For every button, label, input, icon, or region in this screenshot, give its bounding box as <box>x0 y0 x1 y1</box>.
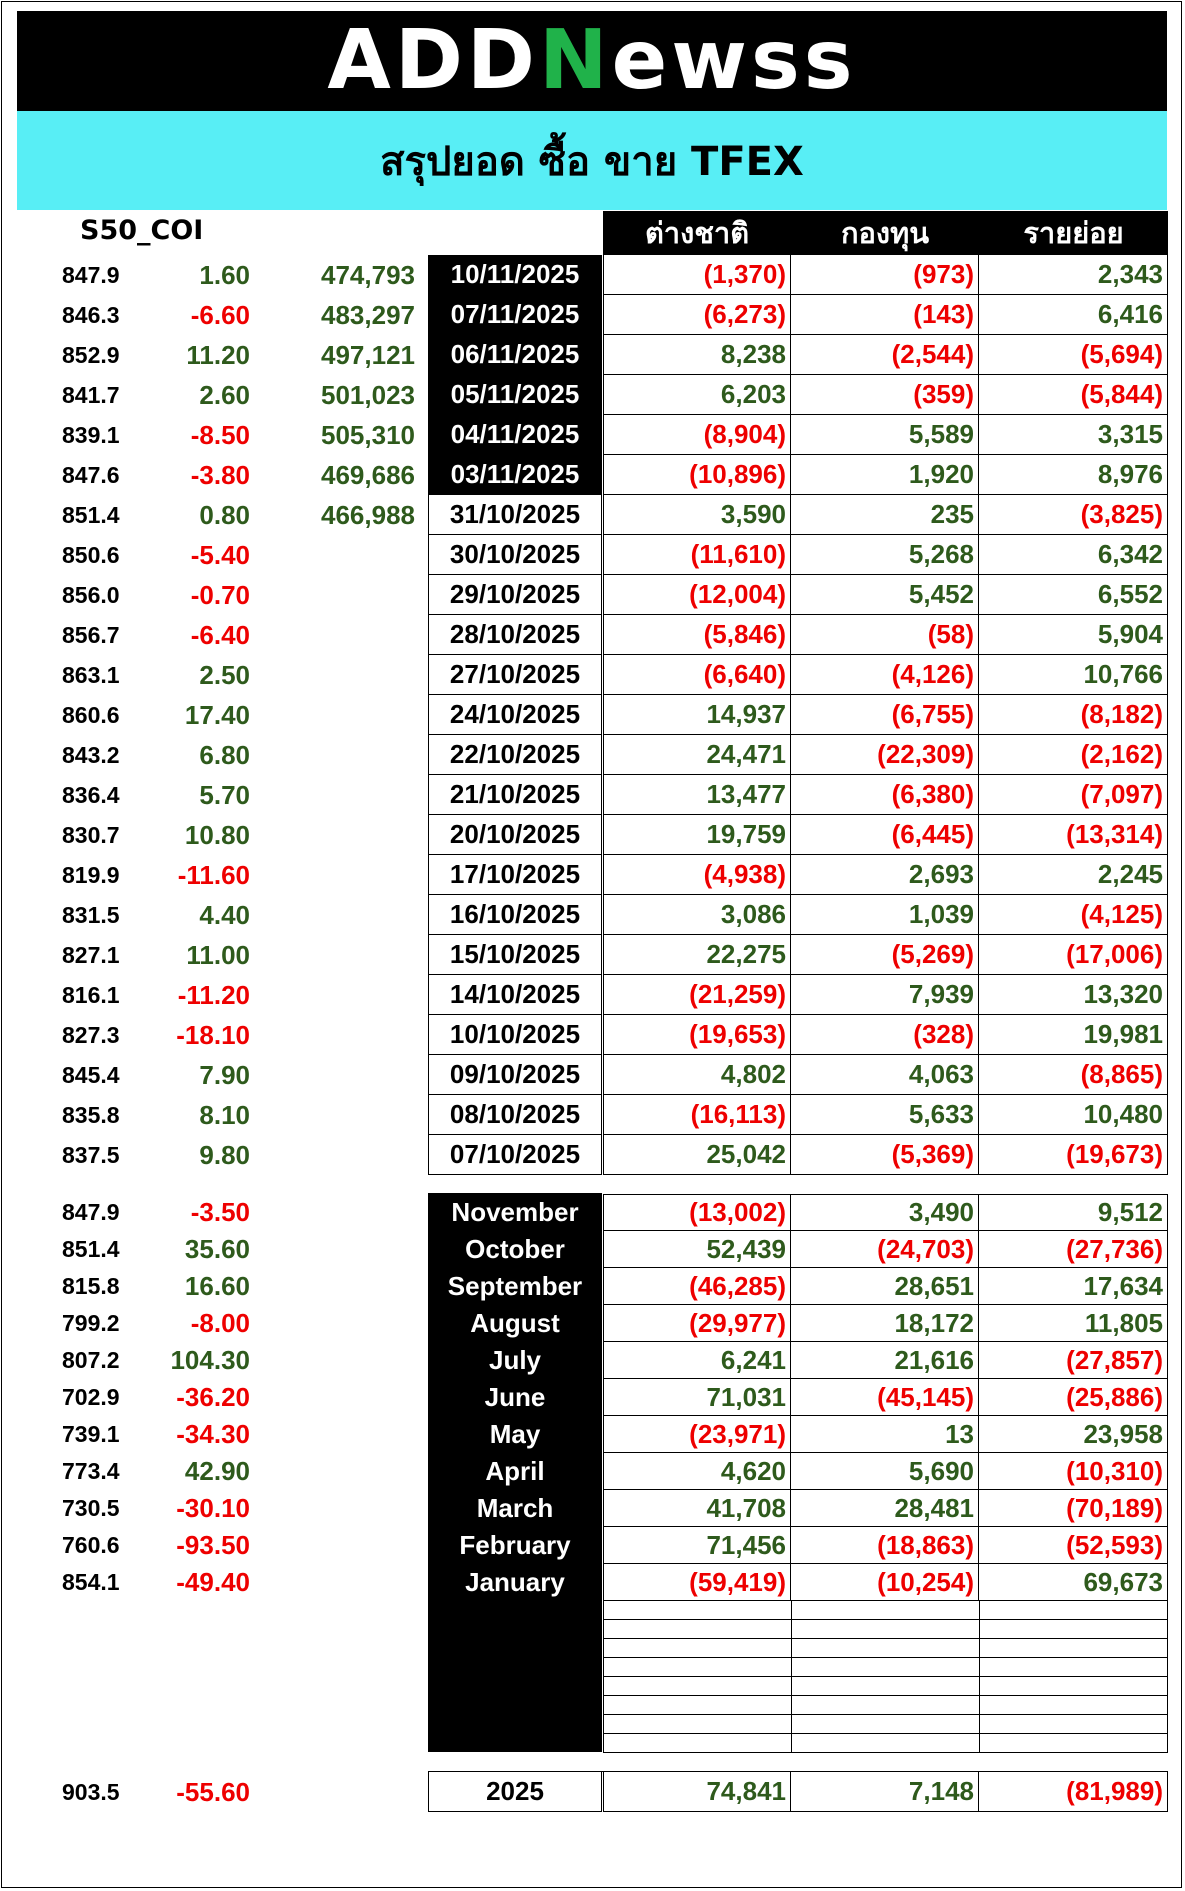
fund-net: 2,693 <box>791 855 979 895</box>
index-value: 846.3 <box>62 301 120 328</box>
open-interest <box>285 895 415 935</box>
foreign-net: (5,846) <box>603 615 791 655</box>
fund-net: 4,063 <box>791 1055 979 1095</box>
fund-net: 7,939 <box>791 975 979 1015</box>
date-cell: 20/10/2025 <box>428 815 602 855</box>
retail-net: 11,805 <box>979 1305 1168 1342</box>
table-row <box>0 295 1185 335</box>
fund-net: 235 <box>791 495 979 535</box>
empty-table-row <box>603 1620 1168 1639</box>
index-value: 816.1 <box>62 981 120 1008</box>
retail-net: (25,886) <box>979 1379 1168 1416</box>
date-cell: 28/10/2025 <box>428 615 602 655</box>
foreign-net: 41,708 <box>603 1490 791 1527</box>
index-change: -55.60 <box>176 1776 250 1807</box>
open-interest <box>285 975 415 1015</box>
index-change: 16.60 <box>184 1271 250 1301</box>
table-row <box>0 735 1185 775</box>
table-row <box>0 1055 1185 1095</box>
index-change: -6.60 <box>190 299 250 330</box>
year-label: 2025 <box>428 1772 602 1812</box>
table-row <box>0 855 1185 895</box>
fund-net: (2,544) <box>791 335 979 375</box>
index-change: 5.70 <box>199 779 250 810</box>
index-change: -0.70 <box>190 579 250 610</box>
foreign-net: (6,273) <box>603 295 791 335</box>
table-row <box>0 335 1185 375</box>
index-value: 847.9 <box>62 1199 120 1225</box>
open-interest: 501,023 <box>321 379 415 410</box>
index-change: 104.30 <box>170 1345 250 1375</box>
table-row <box>0 1015 1185 1055</box>
index-change: -93.50 <box>176 1530 250 1560</box>
title-banner <box>17 111 1167 210</box>
retail-net: (7,097) <box>979 775 1168 815</box>
index-value: 773.4 <box>62 1458 120 1484</box>
index-value: 843.2 <box>62 741 120 768</box>
date-cell: 14/10/2025 <box>428 975 602 1015</box>
foreign-net: 4,620 <box>603 1453 791 1490</box>
retail-net: 9,512 <box>979 1194 1168 1231</box>
foreign-net: (12,004) <box>603 575 791 615</box>
table-row <box>0 575 1185 615</box>
date-cell: 07/11/2025 <box>428 295 602 335</box>
open-interest <box>285 815 415 855</box>
table-row <box>0 615 1185 655</box>
column-header-foreign: ต่างชาติ <box>603 211 791 255</box>
fund-net: 13 <box>791 1416 979 1453</box>
foreign-net: 8,238 <box>603 335 791 375</box>
date-cell: 30/10/2025 <box>428 535 602 575</box>
fund-net: 5,452 <box>791 575 979 615</box>
index-change: 4.40 <box>199 899 250 930</box>
foreign-net: 19,759 <box>603 815 791 855</box>
date-cell: 07/10/2025 <box>428 1135 602 1175</box>
fund-net: 7,148 <box>791 1772 979 1812</box>
index-change: 2.50 <box>199 659 250 690</box>
index-value: 863.1 <box>62 661 120 688</box>
index-value: 799.2 <box>62 1310 120 1336</box>
month-row <box>0 1453 1185 1490</box>
month-row <box>0 1231 1185 1268</box>
retail-net: 6,552 <box>979 575 1168 615</box>
fund-net: 3,490 <box>791 1194 979 1231</box>
open-interest <box>285 735 415 775</box>
index-change: -3.50 <box>190 1197 250 1227</box>
open-interest <box>285 575 415 615</box>
retail-net: (27,736) <box>979 1231 1168 1268</box>
date-cell: 21/10/2025 <box>428 775 602 815</box>
foreign-net: (4,938) <box>603 855 791 895</box>
date-cell: 10/10/2025 <box>428 1015 602 1055</box>
index-value: 847.9 <box>62 261 120 288</box>
table-row <box>0 695 1185 735</box>
table-row <box>0 895 1185 935</box>
month-label: April <box>428 1453 602 1490</box>
fund-net: (5,369) <box>791 1135 979 1175</box>
index-value: 702.9 <box>62 1384 120 1410</box>
fund-net: 28,481 <box>791 1490 979 1527</box>
table-row <box>0 535 1185 575</box>
table-row <box>0 1135 1185 1175</box>
date-cell: 29/10/2025 <box>428 575 602 615</box>
index-value: 836.4 <box>62 781 120 808</box>
month-row <box>0 1379 1185 1416</box>
index-value: 851.4 <box>62 1236 120 1262</box>
date-cell: 24/10/2025 <box>428 695 602 735</box>
index-change: 7.90 <box>199 1059 250 1090</box>
table-row <box>0 975 1185 1015</box>
index-value: 854.1 <box>62 1569 120 1595</box>
open-interest <box>285 695 415 735</box>
fund-net: 21,616 <box>791 1342 979 1379</box>
table-row <box>0 455 1185 495</box>
month-label: August <box>428 1305 602 1342</box>
fund-net: (973) <box>791 255 979 295</box>
fund-net: 5,690 <box>791 1453 979 1490</box>
table-row <box>0 415 1185 455</box>
month-row <box>0 1268 1185 1305</box>
fund-net: (45,145) <box>791 1379 979 1416</box>
open-interest: 466,988 <box>321 499 415 530</box>
foreign-net: (19,653) <box>603 1015 791 1055</box>
index-value: 835.8 <box>62 1101 120 1128</box>
date-cell: 05/11/2025 <box>428 375 602 415</box>
open-interest <box>285 935 415 975</box>
month-label: November <box>428 1194 602 1231</box>
foreign-net: 6,241 <box>603 1342 791 1379</box>
index-value: 831.5 <box>62 901 120 928</box>
retail-net: (27,857) <box>979 1342 1168 1379</box>
foreign-net: 6,203 <box>603 375 791 415</box>
month-row <box>0 1305 1185 1342</box>
fund-net: (328) <box>791 1015 979 1055</box>
index-value: 830.7 <box>62 821 120 848</box>
retail-net: (81,989) <box>979 1772 1168 1812</box>
fund-net: (143) <box>791 295 979 335</box>
month-label: September <box>428 1268 602 1305</box>
fund-net: (359) <box>791 375 979 415</box>
month-label: June <box>428 1379 602 1416</box>
month-label: March <box>428 1490 602 1527</box>
retail-net: (13,314) <box>979 815 1168 855</box>
foreign-net: 25,042 <box>603 1135 791 1175</box>
fund-net: (4,126) <box>791 655 979 695</box>
retail-net: (8,182) <box>979 695 1168 735</box>
fund-net: 5,633 <box>791 1095 979 1135</box>
foreign-net: (23,971) <box>603 1416 791 1453</box>
retail-net: 13,320 <box>979 975 1168 1015</box>
index-value: 827.1 <box>62 941 120 968</box>
index-change: 35.60 <box>184 1234 250 1264</box>
date-cell: 31/10/2025 <box>428 495 602 535</box>
month-label: July <box>428 1342 602 1379</box>
table-row <box>0 815 1185 855</box>
foreign-net: 24,471 <box>603 735 791 775</box>
retail-net: 3,315 <box>979 415 1168 455</box>
foreign-net: 3,590 <box>603 495 791 535</box>
table-row <box>0 655 1185 695</box>
foreign-net: 3,086 <box>603 895 791 935</box>
fund-net: (10,254) <box>791 1564 979 1601</box>
index-value: 815.8 <box>62 1273 120 1299</box>
month-row <box>0 1416 1185 1453</box>
empty-table-row <box>603 1734 1168 1753</box>
index-change: 17.40 <box>184 699 250 730</box>
index-change: -11.60 <box>177 859 250 890</box>
index-change: -6.40 <box>190 619 250 650</box>
date-cell: 06/11/2025 <box>428 335 602 375</box>
retail-net: (8,865) <box>979 1055 1168 1095</box>
retail-net: (2,162) <box>979 735 1168 775</box>
index-change: 0.80 <box>199 499 250 530</box>
month-row <box>0 1194 1185 1231</box>
open-interest: 469,686 <box>321 459 415 490</box>
table-row <box>0 255 1185 295</box>
empty-table-row <box>603 1658 1168 1677</box>
index-value: 851.4 <box>62 501 120 528</box>
index-change: -3.80 <box>190 459 250 490</box>
foreign-net: (8,904) <box>603 415 791 455</box>
index-change: -11.20 <box>177 979 250 1010</box>
retail-net: 10,766 <box>979 655 1168 695</box>
retail-net: (10,310) <box>979 1453 1168 1490</box>
fund-net: (6,445) <box>791 815 979 855</box>
date-cell: 22/10/2025 <box>428 735 602 775</box>
index-change: 8.10 <box>199 1099 250 1130</box>
index-value: 819.9 <box>62 861 120 888</box>
addnewss-logo: ADDNewss <box>327 13 857 108</box>
foreign-net: (6,640) <box>603 655 791 695</box>
table-row <box>0 495 1185 535</box>
foreign-net: (16,113) <box>603 1095 791 1135</box>
date-cell: 17/10/2025 <box>428 855 602 895</box>
foreign-net: (59,419) <box>603 1564 791 1601</box>
month-label: February <box>428 1527 602 1564</box>
retail-net: 5,904 <box>979 615 1168 655</box>
table-row <box>0 375 1185 415</box>
open-interest: 497,121 <box>321 339 415 370</box>
retail-net: 10,480 <box>979 1095 1168 1135</box>
s50-coi-label: S50_COI <box>80 215 204 246</box>
fund-net: (58) <box>791 615 979 655</box>
index-change: -34.30 <box>176 1419 250 1449</box>
retail-net: 69,673 <box>979 1564 1168 1601</box>
index-value: 845.4 <box>62 1061 120 1088</box>
retail-net: 19,981 <box>979 1015 1168 1055</box>
retail-net: (17,006) <box>979 935 1168 975</box>
month-label: January <box>428 1564 602 1601</box>
date-cell: 16/10/2025 <box>428 895 602 935</box>
retail-net: 6,416 <box>979 295 1168 335</box>
column-header-fund: กองทุน <box>791 211 979 255</box>
foreign-net: (1,370) <box>603 255 791 295</box>
open-interest <box>285 1015 415 1055</box>
index-change: -18.10 <box>176 1019 250 1050</box>
empty-table-row <box>603 1601 1168 1620</box>
date-cell: 27/10/2025 <box>428 655 602 695</box>
retail-net: (5,844) <box>979 375 1168 415</box>
fund-net: 1,039 <box>791 895 979 935</box>
column-header-retail: รายย่อย <box>979 211 1168 255</box>
open-interest: 505,310 <box>321 419 415 450</box>
index-value: 850.6 <box>62 541 120 568</box>
index-change: -5.40 <box>190 539 250 570</box>
logo-bar <box>17 11 1167 111</box>
table-row <box>0 935 1185 975</box>
date-cell: 10/11/2025 <box>428 255 602 295</box>
year-total-row <box>0 1772 1185 1812</box>
index-value: 847.6 <box>62 461 120 488</box>
index-value: 807.2 <box>62 1347 120 1373</box>
month-row <box>0 1564 1185 1601</box>
fund-net: 28,651 <box>791 1268 979 1305</box>
table-row <box>0 775 1185 815</box>
retail-net: (19,673) <box>979 1135 1168 1175</box>
index-value: 760.6 <box>62 1532 120 1558</box>
fund-net: 18,172 <box>791 1305 979 1342</box>
foreign-net: 74,841 <box>603 1772 791 1812</box>
index-value: 856.0 <box>62 581 120 608</box>
empty-table-row <box>603 1639 1168 1658</box>
index-value: 730.5 <box>62 1495 120 1521</box>
index-change: 9.80 <box>199 1139 250 1170</box>
fund-net: (22,309) <box>791 735 979 775</box>
index-change: -8.50 <box>190 419 250 450</box>
index-change: 6.80 <box>199 739 250 770</box>
month-label: October <box>428 1231 602 1268</box>
index-change: -49.40 <box>176 1567 250 1597</box>
empty-table-row <box>603 1677 1168 1696</box>
fund-net: 5,589 <box>791 415 979 455</box>
fund-net: (6,380) <box>791 775 979 815</box>
index-value: 841.7 <box>62 381 120 408</box>
date-cell: 03/11/2025 <box>428 455 602 495</box>
index-value: 827.3 <box>62 1021 120 1048</box>
date-cell: 08/10/2025 <box>428 1095 602 1135</box>
open-interest <box>285 855 415 895</box>
index-change: 1.60 <box>199 259 250 290</box>
foreign-net: 13,477 <box>603 775 791 815</box>
fund-net: 1,920 <box>791 455 979 495</box>
open-interest <box>285 655 415 695</box>
index-change: -30.10 <box>176 1493 250 1523</box>
open-interest <box>285 1055 415 1095</box>
retail-net: 2,343 <box>979 255 1168 295</box>
table-row <box>0 1095 1185 1135</box>
index-change: -36.20 <box>176 1382 250 1412</box>
foreign-net: (10,896) <box>603 455 791 495</box>
date-cell: 15/10/2025 <box>428 935 602 975</box>
retail-net: (4,125) <box>979 895 1168 935</box>
retail-net: (5,694) <box>979 335 1168 375</box>
retail-net: (52,593) <box>979 1527 1168 1564</box>
fund-net: (5,269) <box>791 935 979 975</box>
index-value: 739.1 <box>62 1421 120 1447</box>
empty-table-row <box>603 1715 1168 1734</box>
retail-net: 2,245 <box>979 855 1168 895</box>
foreign-net: 14,937 <box>603 695 791 735</box>
open-interest: 474,793 <box>321 259 415 290</box>
index-value: 856.7 <box>62 621 120 648</box>
foreign-net: (11,610) <box>603 535 791 575</box>
index-change: 11.00 <box>186 939 250 970</box>
index-change: 11.20 <box>186 339 250 370</box>
foreign-net: 71,031 <box>603 1379 791 1416</box>
open-interest <box>285 775 415 815</box>
foreign-net: (46,285) <box>603 1268 791 1305</box>
index-value: 839.1 <box>62 421 120 448</box>
retail-net: 23,958 <box>979 1416 1168 1453</box>
open-interest: 483,297 <box>321 299 415 330</box>
month-row <box>0 1490 1185 1527</box>
open-interest <box>285 535 415 575</box>
month-label: May <box>428 1416 602 1453</box>
date-cell: 04/11/2025 <box>428 415 602 455</box>
fund-net: (24,703) <box>791 1231 979 1268</box>
foreign-net: (29,977) <box>603 1305 791 1342</box>
foreign-net: 52,439 <box>603 1231 791 1268</box>
open-interest <box>285 615 415 655</box>
month-row <box>0 1527 1185 1564</box>
index-change: 10.80 <box>184 819 250 850</box>
foreign-net: (13,002) <box>603 1194 791 1231</box>
date-cell: 09/10/2025 <box>428 1055 602 1095</box>
index-change: 42.90 <box>184 1456 250 1486</box>
foreign-net: (21,259) <box>603 975 791 1015</box>
retail-net: 6,342 <box>979 535 1168 575</box>
index-change: 2.60 <box>199 379 250 410</box>
retail-net: 8,976 <box>979 455 1168 495</box>
open-interest <box>285 1095 415 1135</box>
month-row <box>0 1342 1185 1379</box>
foreign-net: 4,802 <box>603 1055 791 1095</box>
retail-net: (70,189) <box>979 1490 1168 1527</box>
index-value: 903.5 <box>62 1778 120 1805</box>
index-value: 852.9 <box>62 341 120 368</box>
index-value: 860.6 <box>62 701 120 728</box>
index-value: 837.5 <box>62 1141 120 1168</box>
fund-net: (18,863) <box>791 1527 979 1564</box>
open-interest <box>285 1135 415 1175</box>
fund-net: (6,755) <box>791 695 979 735</box>
foreign-net: 22,275 <box>603 935 791 975</box>
page-title: สรุปยอด ซื้อ ขาย TFEX <box>380 138 804 185</box>
retail-net: 17,634 <box>979 1268 1168 1305</box>
foreign-net: 71,456 <box>603 1527 791 1564</box>
index-change: -8.00 <box>190 1308 250 1338</box>
retail-net: (3,825) <box>979 495 1168 535</box>
fund-net: 5,268 <box>791 535 979 575</box>
empty-table-row <box>603 1696 1168 1715</box>
